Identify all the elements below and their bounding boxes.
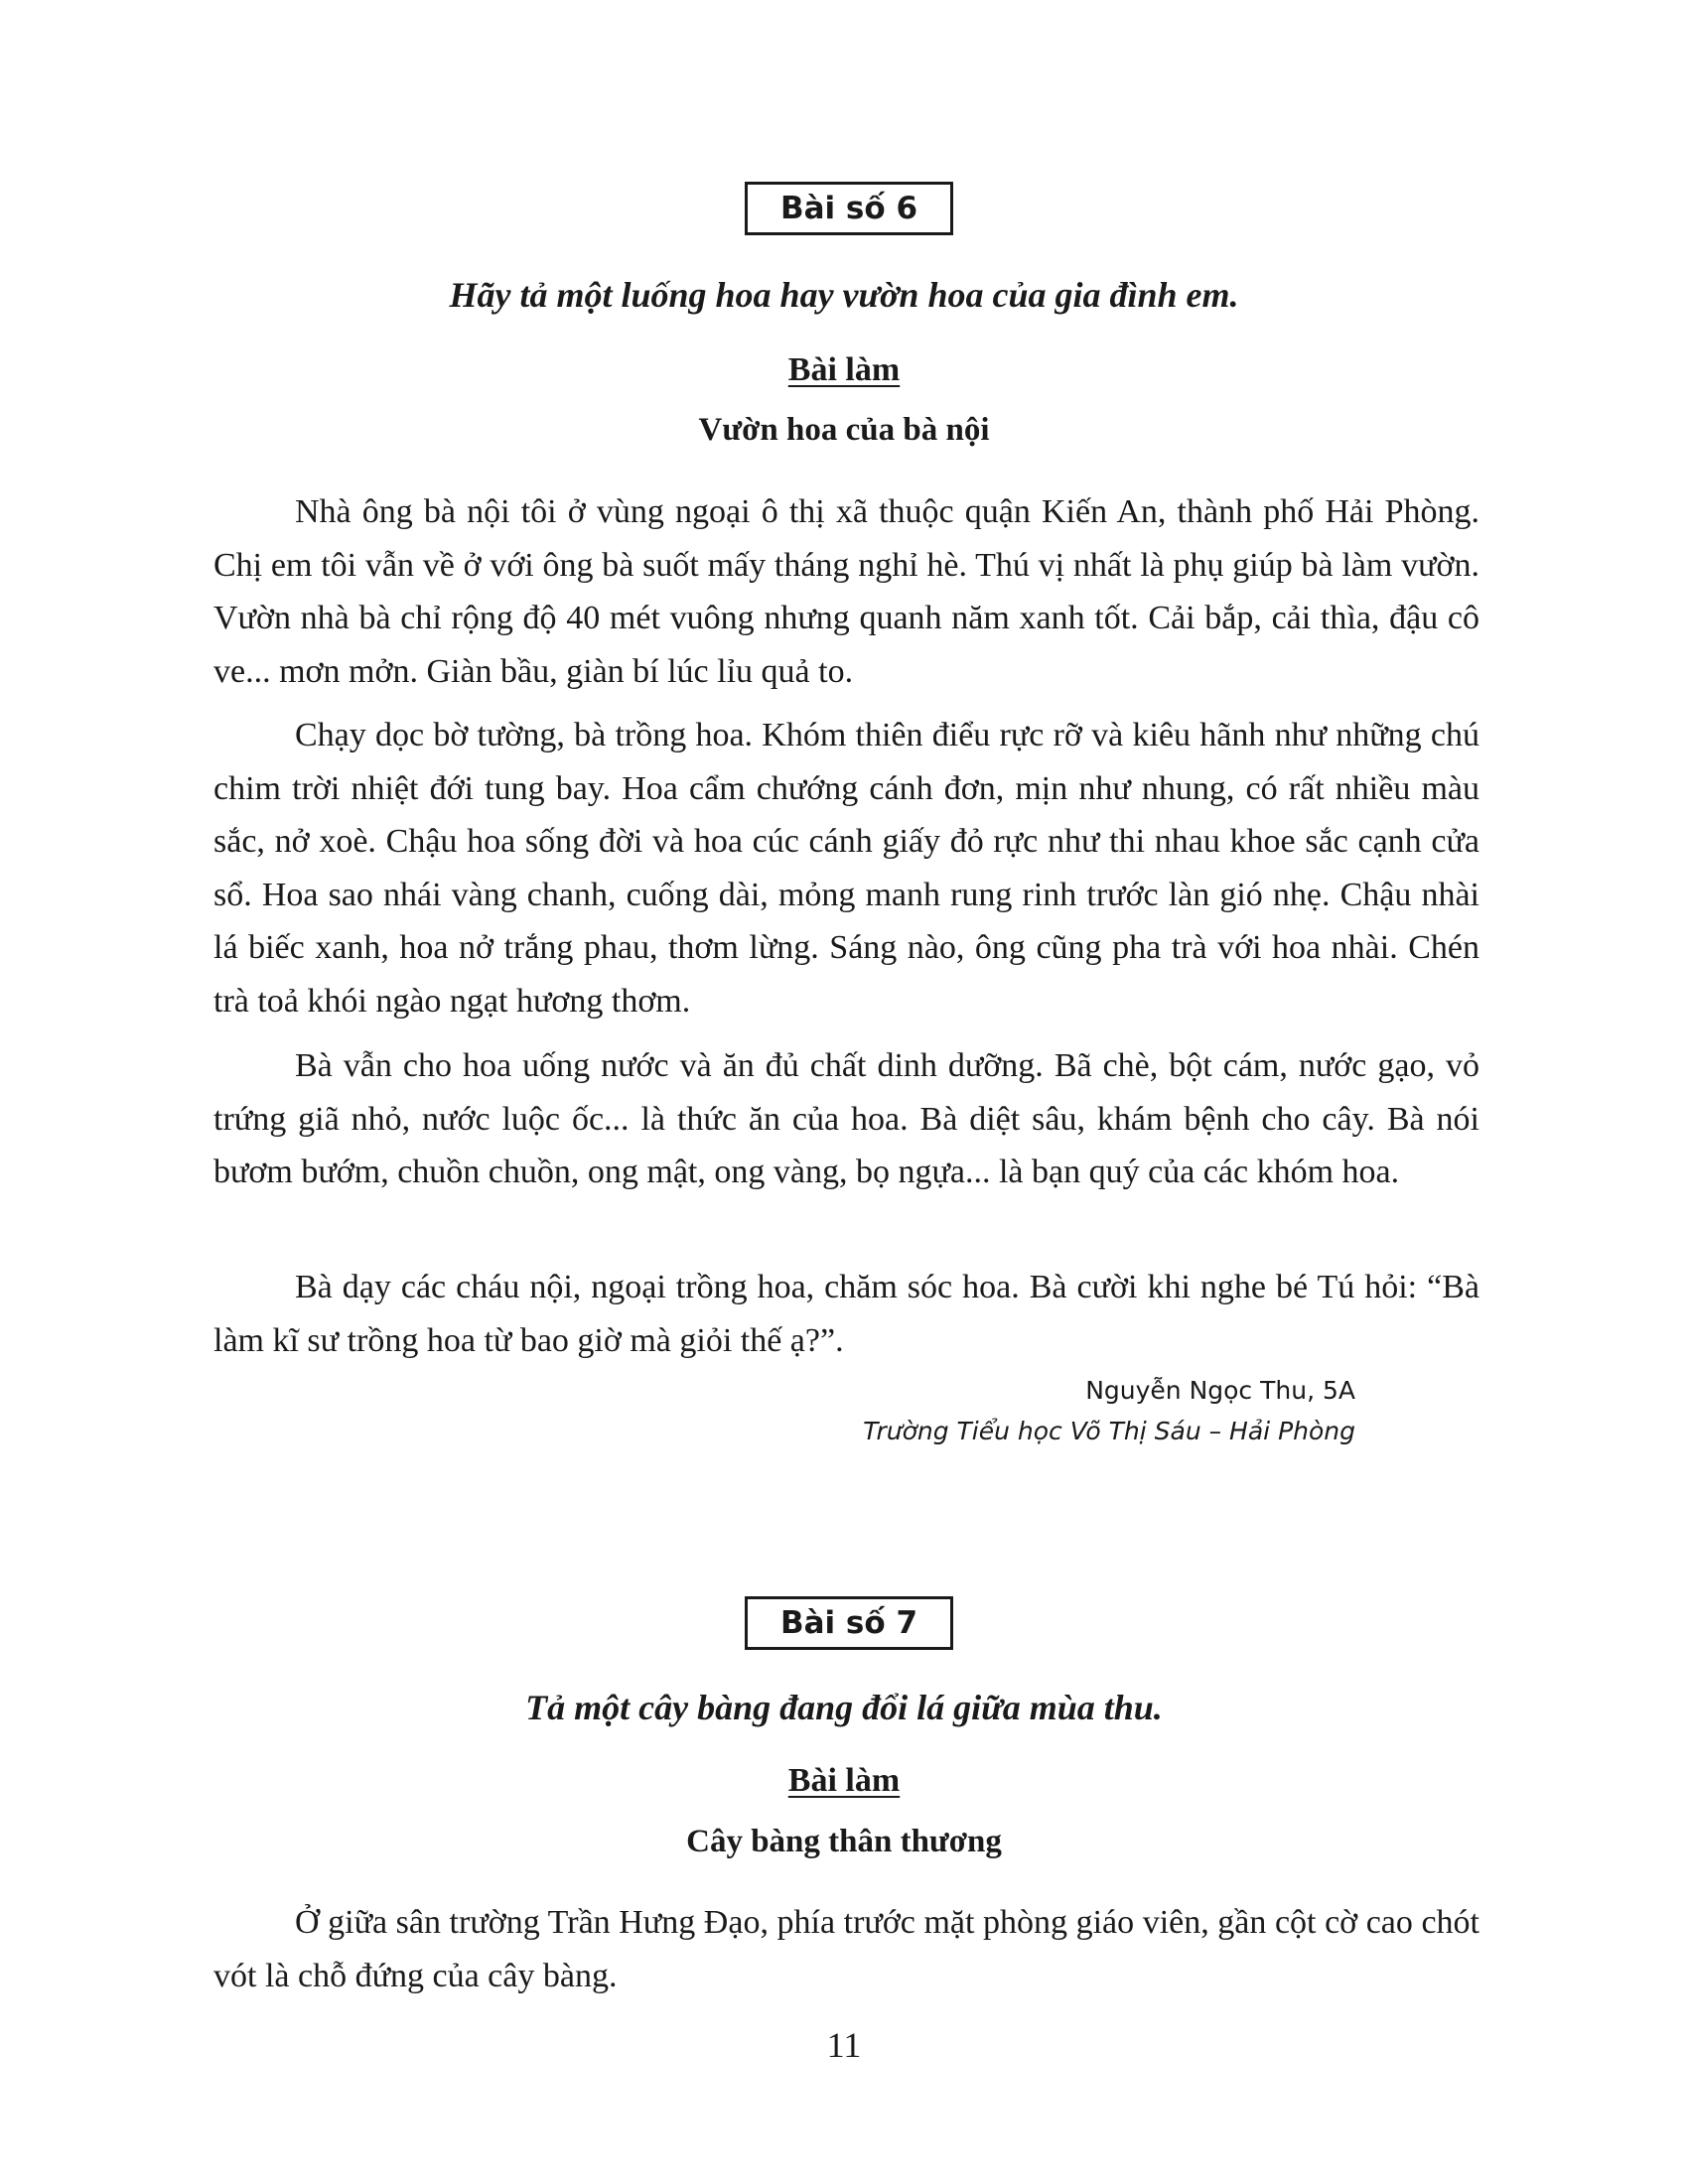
bai-lam-heading: Bài làm [787, 351, 901, 388]
exercise-label-box: Bài số 6 [745, 182, 953, 235]
essay-paragraph: Ở giữa sân trường Trần Hưng Đạo, phía trước mặt phòng giáo viên, gần cột cờ cao chót vót là chỗ đứng của cây bàng. [213, 1904, 1479, 1994]
exercise-prompt: Tả một cây bàng đang đổi lá giữa mùa thu. [525, 1688, 1163, 1727]
page-number: 11 [826, 2025, 862, 2065]
author-name: Nguyễn Ngọc Thu, 5A [1085, 1376, 1355, 1405]
essay-paragraph: Chạy dọc bờ tường, bà trồng hoa. Khóm thiên điểu rực rỡ và kiêu hãnh như những chú chim trời nhiệt đới tung bay. Hoa cẩm chướng cánh đơn, mịn như nhung, có rất nhiều màu sắc, nở xoè. Chậu hoa sống đời và hoa cúc cánh giấy đỏ rực như thi nhau khoe sắc cạnh cửa sổ. Hoa sao nhái vàng chanh, cuống dài, mỏng manh rung rinh trước làn gió nhẹ. Chậu nhài lá biếc xanh, hoa nở trắng phau, thơm lừng. Sáng nào, ông cũng pha trà với hoa nhài. Chén trà toả khói ngào ngạt hương thơm. [213, 717, 1479, 1020]
essay-paragraph: Bà dạy các cháu nội, ngoại trồng hoa, chăm sóc hoa. Bà cười khi nghe bé Tú hỏi: “Bà làm kĩ sư trồng hoa từ bao giờ mà giỏi thế ạ?”. [213, 1269, 1479, 1359]
author-school: Trường Tiểu học Võ Thị Sáu – Hải Phòng [863, 1417, 1355, 1445]
exercise-label-box: Bài số 7 [745, 1596, 953, 1650]
essay-title: Vườn hoa của bà nội [698, 412, 990, 448]
essay-paragraph: Nhà ông bà nội tôi ở vùng ngoại ô thị xã thuộc quận Kiến An, thành phố Hải Phòng. Chị em tôi vẫn về ở với ông bà suốt mấy tháng nghỉ hè. Thú vị nhất là phụ giúp bà làm vườn. Vườn nhà bà chỉ rộng độ 40 mét vuông nhưng quanh năm xanh tốt. Cải bắp, cải thìa, đậu cô ve... mơn mởn. Giàn bầu, giàn bí lúc lỉu quả to. [213, 493, 1479, 690]
exercise-prompt: Hãy tả một luống hoa hay vườn hoa của gia đình em. [449, 275, 1239, 315]
essay-paragraph: Bà vẫn cho hoa uống nước và ăn đủ chất dinh dưỡng. Bã chè, bột cám, nước gạo, vỏ trứng giã nhỏ, nước luộc ốc... là thức ăn của hoa. Bà diệt sâu, khám bệnh cho cây. Bà nói bươm bướm, chuồn chuồn, ong mật, ong vàng, bọ ngựa... là bạn quý của các khóm hoa. [213, 1047, 1479, 1190]
bai-lam-heading: Bài làm [787, 1762, 901, 1799]
essay-title: Cây bàng thân thương [686, 1824, 1002, 1859]
